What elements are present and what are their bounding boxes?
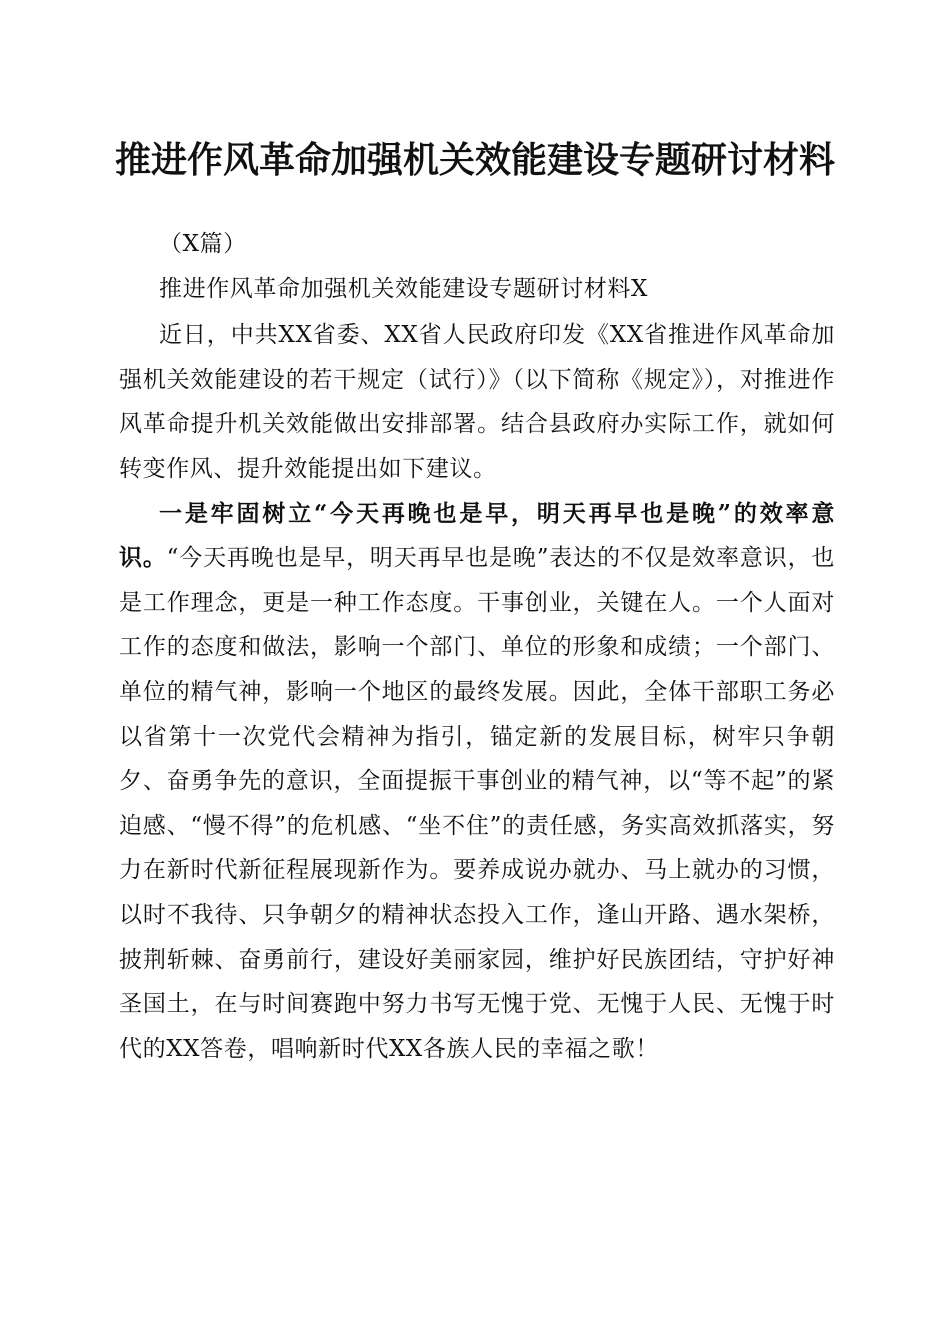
document-body xyxy=(119,222,835,1071)
point-one-lead: 一是牢固树立“今天再晚也是早，明天再早也是晚”的效率意识。 xyxy=(119,499,835,572)
document-title: 推进作风革命加强机关效能建设专题研讨材料 xyxy=(114,139,835,181)
point-one-paragraph xyxy=(119,492,835,1072)
intro-paragraph: 近日，中共XX省委、XX省人民政府印发《XX省推进作风革命加强机关效能建设的若干规定（试行）》（以下简称《规定》），对推进作风革命提升机关效能做出安排部署。结合县政府办实际工作，就如何转变作风、提升效能提出如下建议。 xyxy=(119,322,835,482)
count-note: （X篇） xyxy=(159,231,247,257)
document-subtitle: 推进作风革命加强机关效能建设专题研讨材料X xyxy=(159,275,648,302)
point-one-body: “今天再晚也是早，明天再早也是晚”表达的不仅是效率意识，也是工作理念，更是一种工作态度。干事创业，关键在人。一个人面对工作的态度和做法，影响一个部门、单位的形象和成绩；一个部门、单位的精气神，影响一个地区的最终发展。因此，全体干部职工务必以省第十一次党代会精神为指引，锚定新的发展目标，树牢只争朝夕、奋勇争先的意识，全面提振干事创业的精气神，以“等不起”的紧迫感、“慢不得”的危机感、“坐不住”的责任感，务实高效抓落实，努力在新时代新征程展现新作为。要养成说办就办、马上就办的习惯，以时不我待、只争朝夕的精神状态投入工作，逢山开路、遇水架桥，披荆斩棘、奋勇前行，建设好美丽家园，维护好民族团结，守护好神圣国土，在与时间赛跑中努力书写无愧于党、无愧于人民、无愧于时代的XX答卷，唱响新时代XX各族人民的幸福之歌！ xyxy=(119,545,836,1062)
